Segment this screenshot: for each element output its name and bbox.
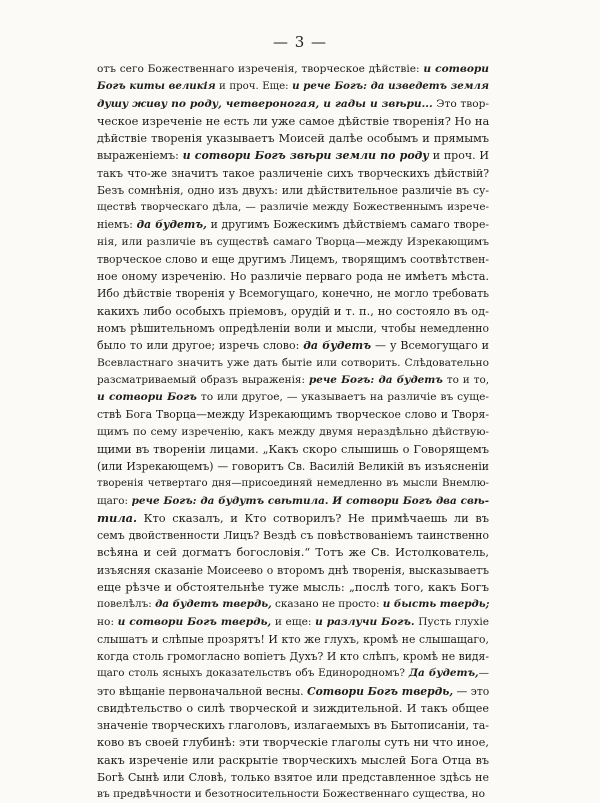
text-segment: семъ двойственности Лицъ? Вездѣ съ повѣствованіемъ таинственно <box>97 529 489 543</box>
text-segment: это вѣщаніе первоначальной весны. <box>97 684 308 698</box>
text-line <box>97 441 489 458</box>
text-segment: отъ сего Божественнаго изреченія, творческое дѣйствіе: <box>97 63 424 75</box>
text-segment: Кто сказалъ, и Кто сотворилъ? Не примѣчаешь ли въ <box>137 510 489 525</box>
text-segment: какъ изреченіе или раскрытіе творческихъ мыслей Бога Отца въ <box>97 753 489 767</box>
text-segment: Богѣ Сынѣ или Словѣ, только взятое или представленное здѣсь не <box>97 770 489 784</box>
text-segment: повелѣлъ: <box>97 598 156 611</box>
text-segment: и проч. Еще: <box>215 81 293 93</box>
text-segment: ное оному изреченію. Но различіе перваго рода не имѣетъ мѣста. <box>97 270 489 284</box>
text-segment: ществѣ творческаго дѣла, — различіе между Божественнымъ изрече- <box>97 201 489 214</box>
text-segment: какихъ либо особыхъ пріемовъ, орудій и т. п., но состояло въ од- <box>97 303 489 318</box>
text-segment: всѣяна и сей догматъ богословія.“ Тотъ же Св. Истолкователь, <box>97 545 489 560</box>
emphasized-quote: и сотвори Богъ звѣри земли по роду <box>182 149 429 163</box>
text-line <box>97 424 489 441</box>
text-line <box>97 61 489 78</box>
text-line <box>97 234 489 251</box>
text-segment: ково въ своей глубинѣ: эти творческіе глаголы суть ни что иное, <box>97 735 490 750</box>
text-segment: когда столь громогласно вопіетъ Духъ? И кто слѣпъ, кромѣ не видя- <box>97 650 489 664</box>
text-line <box>97 544 489 561</box>
emphasized-quote: тила. <box>97 510 138 525</box>
text-line <box>97 96 489 113</box>
text-segment: въ предвѣчности и безотносительности Божественнаго существа, но <box>97 788 486 801</box>
emphasized-quote: и сотвори Богъ твердь, <box>117 615 272 628</box>
text-segment: — <box>478 667 490 680</box>
text-line <box>97 372 489 389</box>
text-segment: сказано не просто: <box>271 598 383 611</box>
text-segment: выраженіемъ: <box>97 149 183 163</box>
text-line <box>97 700 489 717</box>
text-line <box>97 251 489 268</box>
text-segment: разсматриваемый образъ выраженія: <box>97 373 309 386</box>
text-segment: Это твор- <box>432 97 489 110</box>
text-segment: и другимъ Божескимъ дѣйствіемъ самаго творе- <box>206 218 489 232</box>
emphasized-quote: душу живу по роду, четвероногая, и гады и звѣри... <box>97 97 433 110</box>
text-segment: творческое слово и еще другимъ Лицемъ, творящимъ соотвѣтствен- <box>97 252 489 266</box>
text-segment: щимъ по сему изреченію, какъ между двумя нераздѣльно дѣйствую- <box>97 425 489 438</box>
emphasized-quote: и сотвори <box>423 63 490 75</box>
text-segment: такъ что-же значитъ такое различеніе сихъ творческихъ дѣйствій? <box>97 166 489 180</box>
text-line <box>97 406 489 423</box>
text-line <box>97 475 489 492</box>
text-segment: было то или другое; изречь слово: <box>97 339 304 353</box>
text-line <box>97 113 489 130</box>
emphasized-quote: Богъ киты великія <box>97 80 216 93</box>
text-segment: то и то, <box>442 373 489 386</box>
text-segment: — это <box>453 684 490 698</box>
text-line <box>97 631 489 648</box>
text-segment: Ибо дѣйствіе творенія у Всемогущаго, конечно, не могло требовать <box>97 287 489 301</box>
text-line <box>97 527 489 544</box>
text-segment: изъясняя сказаніе Моисеево о второмъ днѣ творенія, высказываетъ <box>97 563 489 577</box>
text-line <box>97 493 489 510</box>
text-line <box>97 285 489 302</box>
emphasized-quote: и бысть твердь; <box>382 598 490 611</box>
text-line <box>97 320 489 337</box>
text-segment: щими въ твореніи лицами. „Какъ скоро слышишь о Говорящемъ <box>97 441 489 456</box>
emphasized-quote: рече Богъ: да будетъ <box>308 373 443 386</box>
text-line <box>97 665 489 682</box>
text-line <box>97 355 489 372</box>
text-line <box>97 717 489 734</box>
text-segment: (или Изрекающемъ) — говоритъ Св. Василій Великій въ изъясненіи <box>97 460 489 474</box>
text-segment: значеніе творческихъ глаголовъ, излагаемыхъ въ Бытописаніи, та- <box>97 719 489 733</box>
text-line <box>97 579 489 596</box>
text-segment: то или другое, — указываетъ на различіе въ суще- <box>196 391 490 404</box>
text-line <box>97 147 489 164</box>
text-line <box>97 769 489 786</box>
text-segment: дѣйствіе творенія указываетъ Моисей далѣе особымъ и прямымъ <box>97 132 489 146</box>
text-segment: нія, или различіе въ существѣ самаго Творца—между Изрекающимъ <box>97 235 489 248</box>
text-segment: щаго: <box>97 494 132 507</box>
text-line <box>97 786 489 803</box>
text-line <box>97 268 489 285</box>
text-line <box>97 165 489 182</box>
text-line <box>97 78 489 95</box>
text-line <box>97 614 489 631</box>
emphasized-quote: и рече Богъ: да изведетъ земля <box>292 80 489 93</box>
text-segment: — у Всемогущаго и <box>371 339 489 353</box>
text-segment: ческое изреченіе не есть ли уже самое дѣйствіе творенія? Но на <box>97 113 490 128</box>
text-line <box>97 182 489 199</box>
text-segment: слышатъ и слѣпые прозрятъ! И кто же глухъ, кромѣ не слышащаго, <box>97 632 489 646</box>
text-line <box>97 389 489 406</box>
text-segment: творенія четвертаго дня—присоединяй немедленно въ мысли Внемлю- <box>97 478 489 490</box>
body-text <box>97 61 489 803</box>
text-line <box>97 752 489 769</box>
text-segment: Пусть глухіе <box>414 615 489 628</box>
text-segment: и проч. И <box>428 149 489 163</box>
emphasized-quote: Сотвори Богъ твердь, <box>307 684 454 698</box>
text-segment: номъ рѣшительномъ опредѣленіи воли и мысли, чтобы немедленно <box>97 321 489 335</box>
text-segment: свидѣтельство о силѣ творческой и зиждительной. И такъ общее <box>97 701 489 715</box>
emphasized-quote: да будетъ твердь, <box>155 598 272 611</box>
text-segment: ніемъ: <box>97 218 137 232</box>
emphasized-quote: и сотвори Богъ <box>97 391 197 404</box>
text-segment: ствѣ Бога Творца—между Изрекающимъ творческое слово и Творя- <box>97 408 489 422</box>
text-line <box>97 562 489 579</box>
text-line <box>97 596 489 613</box>
text-segment: щаго столь ясныхъ доказательствъ объ Единородномъ? <box>97 667 409 680</box>
text-line <box>97 130 489 147</box>
text-line <box>97 199 489 216</box>
text-segment: еще рѣзче и обстоятельнѣе туже мысль: „послѣ того, какъ Богъ <box>97 579 489 594</box>
page-number-header: — 3 — <box>272 33 328 51</box>
text-line <box>97 683 489 700</box>
text-line <box>97 216 489 233</box>
text-line <box>97 337 489 354</box>
text-segment: но: <box>97 615 118 628</box>
emphasized-quote: Да будетъ, <box>408 667 479 680</box>
text-line <box>97 458 489 475</box>
text-line <box>97 734 489 751</box>
text-line <box>97 648 489 665</box>
emphasized-quote: и разлучи Богъ. <box>315 615 415 628</box>
text-segment: Безъ сомнѣнія, одно изъ двухъ: или дѣйствительное различіе въ су- <box>97 183 489 197</box>
emphasized-quote: да будетъ <box>303 339 372 353</box>
text-line <box>97 510 489 527</box>
text-line <box>97 303 489 320</box>
text-segment: и еще: <box>271 615 316 628</box>
text-segment: Всевластнаго значитъ уже дать бытіе или сотворить. Слѣдовательно <box>97 356 489 369</box>
emphasized-quote: рече Богъ: да будутъ свѣтила. И сотвори Богъ два свѣ- <box>131 494 490 507</box>
emphasized-quote: да будетъ, <box>136 218 207 232</box>
